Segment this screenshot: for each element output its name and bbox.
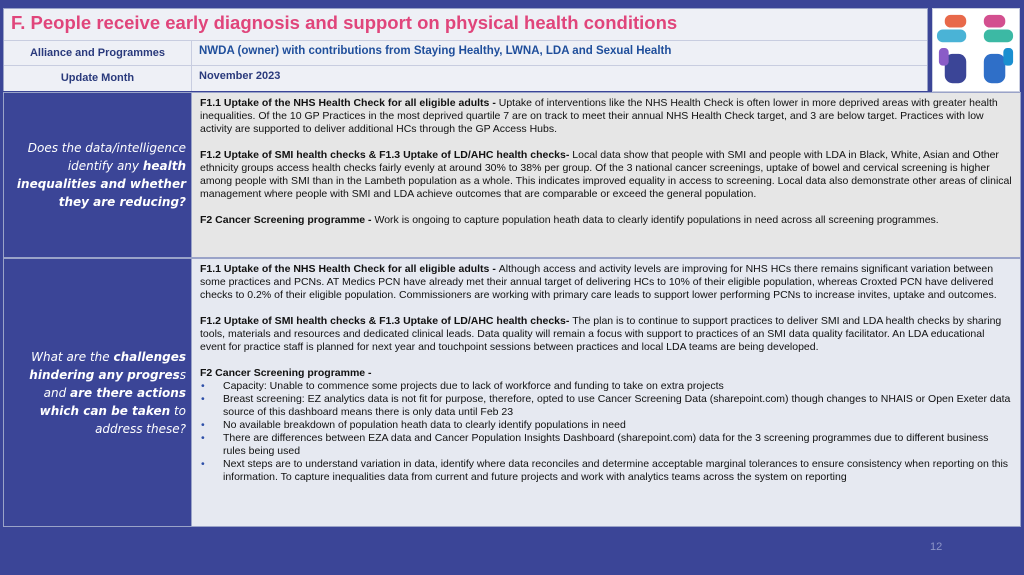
update-label: Update Month xyxy=(4,66,192,91)
update-row xyxy=(4,66,927,91)
logo-petal-skyblue xyxy=(1003,48,1013,66)
paragraph-text: Work is ongoing to capture population heath data to clearly identify populations in need across all screening programmes. xyxy=(374,214,939,226)
cancer-screening-block xyxy=(200,367,1012,484)
answer-paragraph xyxy=(200,315,1012,354)
logo-icon xyxy=(933,9,1019,91)
answer-paragraph xyxy=(200,214,1012,227)
answer-paragraph xyxy=(200,149,1012,201)
paragraph-heading: F1.2 Uptake of SMI health checks & F1.3 Uptake of LD/AHC health checks- xyxy=(200,149,573,161)
question-challenges xyxy=(4,259,192,526)
update-value: November 2023 xyxy=(192,66,927,91)
alliance-value: NWDA (owner) with contributions from Staying Healthy, LWNA, LDA and Sexual Health xyxy=(192,41,927,65)
paragraph-text: Uptake of interventions like the NHS Health Check is often lower in more deprived areas with greater health inequalities. Of the 10 GP Practices in the most deprived quartile 7 are on track to meet their annual NHS Health Check target, and 3 are below target. Practices with low activity are supported to deliver additional HCs through the GP Access Hubs. xyxy=(200,97,998,135)
question-text-bold: health inequalities and whether they are reducing? xyxy=(16,159,186,209)
alliance-row xyxy=(4,41,927,66)
question-text xyxy=(10,139,186,211)
question-text-bold: challenges hindering any progres xyxy=(29,349,186,382)
paragraph-heading: F2 Cancer Screening programme - xyxy=(200,214,375,226)
answer-health-inequalities xyxy=(192,93,1020,257)
question-text-plain: What are the xyxy=(31,349,114,364)
title-row xyxy=(4,9,927,41)
list-item: • Next steps are to understand variation in data, identify where data reconciles and determine acceptable marginal tolerances to ensure consistency when reporting on this information. To capture inequalities data from current and future projects and work with analytics teams across the system on reporting xyxy=(200,458,1012,484)
section-health-inequalities xyxy=(3,92,1021,258)
paragraph-text: Local data show that people with SMI and people with LDA in Black, White, Asian and Other ethnicity groups access health checks fairly evenly at around 30% to 38% per group. Of the 3 national cancer screenings, uptake of bowel and cervical screening is higher among people with SMI than in the Lambeth population as a whole. This indicates improved equality in access to screening. Local data also demonstrate other areas of clinical management where people with SMI and LDA achieve outcomes that are comparable or exceed the general population. xyxy=(200,149,1012,200)
lambeth-together-cross-logo xyxy=(932,8,1020,92)
logo-petal-pink xyxy=(984,15,1005,28)
list-item: • Breast screening: EZ analytics data is not fit for purpose, therefore, opted to use Cancer Screening Data (sharepoint.com) though changes to NHAIS or Open Exeter data source of this dashboard means there is only data until Feb 23 xyxy=(200,393,1012,419)
question-health-inequalities xyxy=(4,93,192,257)
question-text-plain: to address these? xyxy=(95,403,186,436)
question-text-plain: s and xyxy=(43,367,186,400)
logo-petal-orange xyxy=(945,15,966,28)
logo-petal-teal xyxy=(984,30,1013,43)
logo-petal-lightblue xyxy=(937,30,966,43)
alliance-label: Alliance and Programmes xyxy=(4,41,192,65)
paragraph-heading: F1.2 Uptake of SMI health checks & F1.3 Uptake of LD/AHC health checks- xyxy=(200,315,573,327)
slide-header xyxy=(3,8,928,91)
slide-title: F. People receive early diagnosis and support on physical health conditions xyxy=(11,12,678,33)
list-item: • Capacity: Unable to commence some projects due to lack of workforce and funding to take on extra projects xyxy=(200,380,1012,393)
logo-petal-purple xyxy=(939,48,949,66)
logo-petal-blue xyxy=(984,54,1005,83)
question-text xyxy=(10,348,186,438)
answer-paragraph xyxy=(200,97,1012,136)
paragraph-text: The plan is to continue to support practices to deliver SMI and LDA health checks by sharing tools, materials and resources and dedicated clinical leads. Data quality will remain a focus with support to practices of an SMI data quality facilitator. An LDA educational event for practice staff is planned for next year and touchpoint sessions between practices and local LDA teams are being developed. xyxy=(200,315,1002,353)
question-text-plain: Does the data/intelligence identify any xyxy=(27,141,186,173)
answer-paragraph xyxy=(200,263,1012,302)
paragraph-text: Although access and activity levels are improving for NHS HCs there remains significant variation between some practices and PCNs. AT Medics PCN have already met their annual target of delivering HCs to 10% of their eligible population, whereas Croxted PCN have delivered checks to 0.2% of their eligible population. Commissioners are working with primary care leads to support lower performing PCNs to increase invites, uptake and outcomes. xyxy=(200,263,997,301)
list-item: • No available breakdown of population heath data to clearly identify populations in need xyxy=(200,419,1012,432)
paragraph-heading: F1.1 Uptake of the NHS Health Check for all eligible adults - xyxy=(200,263,499,275)
cancer-screening-list xyxy=(200,380,1012,484)
cancer-screening-heading: F2 Cancer Screening programme - xyxy=(200,367,372,379)
list-item: • There are differences between EZA data and Cancer Population Insights Dashboard (sharepoint.com) data for the 3 screening programmes due to different business rules being used xyxy=(200,432,1012,458)
section-challenges xyxy=(3,258,1021,527)
page-number: 12 xyxy=(930,541,943,553)
paragraph-heading: F1.1 Uptake of the NHS Health Check for all eligible adults - xyxy=(200,97,499,109)
answer-challenges xyxy=(192,259,1020,526)
question-text-bold: are there actions which can be taken xyxy=(39,385,186,418)
